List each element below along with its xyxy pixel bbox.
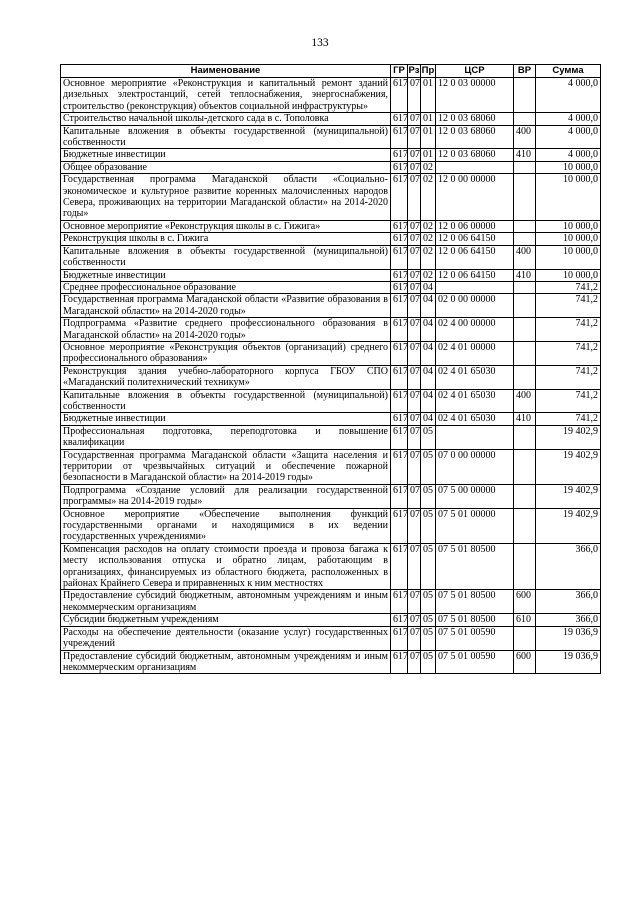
cell-csr: 07 0 00 00000 [436, 449, 514, 484]
cell-name: Капитальные вложения в объекты государственной (муниципальной) собственности [61, 125, 391, 149]
cell-rz: 07 [408, 590, 421, 614]
cell-pr: 05 [421, 650, 436, 674]
cell-sum: 10 000,0 [536, 174, 601, 221]
cell-csr: 07 5 01 80500 [436, 614, 514, 626]
cell-rz: 07 [408, 650, 421, 674]
cell-name: Среднее профессиональное образование [61, 281, 391, 293]
cell-gr: 617 [391, 125, 408, 149]
cell-pr: 01 [421, 113, 436, 125]
cell-vr [514, 113, 536, 125]
table-row [61, 174, 601, 221]
table-row [61, 425, 601, 449]
cell-gr: 617 [391, 220, 408, 232]
cell-sum: 741,2 [536, 281, 601, 293]
cell-vr [514, 78, 536, 113]
cell-vr: 600 [514, 590, 536, 614]
cell-vr [514, 449, 536, 484]
cell-rz: 07 [408, 269, 421, 281]
cell-gr: 617 [391, 318, 408, 342]
cell-pr: 02 [421, 161, 436, 173]
cell-name: Основное мероприятие «Реконструкция и капитальный ремонт зданий дизельных электростанций, сетей теплоснабжения, энергоснабжения, строительство (реконструкция) объектов социальной инфраструктуры» [61, 78, 391, 113]
cell-pr: 04 [421, 281, 436, 293]
cell-vr [514, 220, 536, 232]
cell-sum: 19 402,9 [536, 508, 601, 543]
table-row [61, 341, 601, 365]
cell-vr: 400 [514, 389, 536, 413]
cell-vr [514, 626, 536, 650]
cell-csr: 02 0 00 00000 [436, 294, 514, 318]
cell-rz: 07 [408, 281, 421, 293]
cell-csr: 02 4 01 65030 [436, 365, 514, 389]
cell-vr [514, 174, 536, 221]
cell-rz: 07 [408, 113, 421, 125]
cell-name: Реконструкция школы в с. Гижига [61, 233, 391, 245]
header-rz: Рз [408, 65, 420, 76]
cell-gr: 617 [391, 294, 408, 318]
table-row [61, 113, 601, 125]
cell-sum: 4 000,0 [536, 78, 601, 113]
cell-name: Реконструкция здания учебно-лабораторного корпуса ГБОУ СПО «Магаданский политехнический техникум» [61, 365, 391, 389]
cell-pr: 05 [421, 590, 436, 614]
cell-pr: 05 [421, 543, 436, 590]
cell-name: Подпрограмма «Развитие среднего профессионального образования в Магаданской области» на 2014-2020 годы» [61, 318, 391, 342]
cell-sum: 741,2 [536, 341, 601, 365]
cell-sum: 741,2 [536, 389, 601, 413]
cell-vr [514, 318, 536, 342]
cell-csr: 07 5 01 00000 [436, 508, 514, 543]
cell-sum: 4 000,0 [536, 125, 601, 149]
cell-pr: 04 [421, 389, 436, 413]
cell-sum: 10 000,0 [536, 233, 601, 245]
cell-pr: 02 [421, 233, 436, 245]
table-row [61, 650, 601, 674]
cell-pr: 04 [421, 365, 436, 389]
cell-rz: 07 [408, 318, 421, 342]
cell-rz: 07 [408, 484, 421, 508]
cell-sum: 10 000,0 [536, 269, 601, 281]
cell-sum: 4 000,0 [536, 149, 601, 161]
table-row [61, 449, 601, 484]
cell-name: Расходы на обеспечение деятельности (оказание услуг) государственных учреждений [61, 626, 391, 650]
cell-rz: 07 [408, 543, 421, 590]
cell-gr: 617 [391, 590, 408, 614]
cell-name: Капитальные вложения в объекты государственной (муниципальной) собственности [61, 389, 391, 413]
cell-vr: 410 [514, 269, 536, 281]
cell-pr: 04 [421, 341, 436, 365]
cell-pr: 02 [421, 220, 436, 232]
cell-sum: 10 000,0 [536, 220, 601, 232]
table-row [61, 318, 601, 342]
cell-csr: 12 0 06 64150 [436, 233, 514, 245]
cell-csr: 12 0 06 64150 [436, 269, 514, 281]
cell-rz: 07 [408, 365, 421, 389]
cell-name: Бюджетные инвестиции [61, 269, 391, 281]
cell-gr: 617 [391, 149, 408, 161]
table-row [61, 413, 601, 425]
cell-sum: 19 402,9 [536, 449, 601, 484]
cell-name: Государственная программа Магаданской области «Социально-экономическое и культурное развитие коренных малочисленных народов Севера, проживающих на территории Магаданской области» на 2014-2020 годы» [61, 174, 391, 221]
cell-vr [514, 281, 536, 293]
cell-csr: 12 0 03 68060 [436, 113, 514, 125]
cell-name: Бюджетные инвестиции [61, 413, 391, 425]
cell-pr: 01 [421, 78, 436, 113]
cell-gr: 617 [391, 449, 408, 484]
cell-csr: 12 0 03 68060 [436, 125, 514, 149]
cell-gr: 617 [391, 365, 408, 389]
cell-vr: 400 [514, 125, 536, 149]
cell-vr [514, 484, 536, 508]
cell-gr: 617 [391, 543, 408, 590]
cell-csr: 12 0 03 68060 [436, 149, 514, 161]
cell-csr: 07 5 01 00590 [436, 650, 514, 674]
cell-rz: 07 [408, 149, 421, 161]
cell-csr [436, 425, 514, 449]
cell-gr: 617 [391, 484, 408, 508]
cell-sum: 741,2 [536, 365, 601, 389]
cell-csr: 12 0 03 00000 [436, 78, 514, 113]
table-row [61, 590, 601, 614]
table-row [61, 125, 601, 149]
cell-sum: 366,0 [536, 590, 601, 614]
cell-rz: 07 [408, 626, 421, 650]
cell-sum: 741,2 [536, 294, 601, 318]
cell-gr: 617 [391, 626, 408, 650]
cell-pr: 05 [421, 508, 436, 543]
cell-csr: 12 0 00 00000 [436, 174, 514, 221]
cell-csr: 07 5 01 00590 [436, 626, 514, 650]
cell-vr: 410 [514, 149, 536, 161]
cell-rz: 07 [408, 413, 421, 425]
cell-sum: 19 402,9 [536, 484, 601, 508]
cell-vr [514, 365, 536, 389]
cell-name: Бюджетные инвестиции [61, 149, 391, 161]
table-row [61, 233, 601, 245]
cell-vr: 610 [514, 614, 536, 626]
cell-rz: 07 [408, 161, 421, 173]
cell-sum: 19 402,9 [536, 425, 601, 449]
cell-rz: 07 [408, 389, 421, 413]
cell-name: Государственная программа Магаданской области «Развитие образования в Магаданской области» на 2014-2020 годы» [61, 294, 391, 318]
cell-rz: 07 [408, 125, 421, 149]
cell-sum: 19 036,9 [536, 650, 601, 674]
cell-gr: 617 [391, 508, 408, 543]
cell-csr: 02 4 01 65030 [436, 413, 514, 425]
table-row [61, 245, 601, 269]
cell-gr: 617 [391, 174, 408, 221]
cell-sum: 366,0 [536, 614, 601, 626]
cell-vr: 410 [514, 413, 536, 425]
cell-sum: 741,2 [536, 318, 601, 342]
cell-sum: 366,0 [536, 543, 601, 590]
cell-vr [514, 425, 536, 449]
cell-pr: 01 [421, 149, 436, 161]
cell-name: Основное мероприятие «Реконструкция объектов (организаций) среднего профессионального образования» [61, 341, 391, 365]
cell-csr: 07 5 01 80500 [436, 543, 514, 590]
cell-csr: 12 0 06 00000 [436, 220, 514, 232]
cell-pr: 05 [421, 425, 436, 449]
cell-rz: 07 [408, 220, 421, 232]
cell-csr [436, 161, 514, 173]
cell-sum: 10 000,0 [536, 245, 601, 269]
cell-vr [514, 161, 536, 173]
cell-name: Предоставление субсидий бюджетным, автономным учреждениям и иным некоммерческим организациям [61, 650, 391, 674]
cell-rz: 07 [408, 78, 421, 113]
cell-sum: 741,2 [536, 413, 601, 425]
cell-vr: 600 [514, 650, 536, 674]
cell-sum: 4 000,0 [536, 113, 601, 125]
table-row [61, 281, 601, 293]
cell-name: Предоставление субсидий бюджетным, автономным учреждениям и иным некоммерческим организациям [61, 590, 391, 614]
cell-name: Основное мероприятие «Обеспечение выполнения функций государственными органами и находящимися в их ведении государственных учреждениями» [61, 508, 391, 543]
table-row [61, 626, 601, 650]
cell-pr: 04 [421, 294, 436, 318]
header-vr: ВР [514, 65, 536, 78]
table-row [61, 269, 601, 281]
cell-rz: 07 [408, 449, 421, 484]
header-gr: ГР [391, 65, 408, 78]
cell-name: Компенсация расходов на оплату стоимости проезда и провоза багажа к месту использования отпуска и обратно лицам, работающим в организациях, финансируемых из областного бюджета, расположенных в районах Крайнего Севера и приравненных к ним местностях [61, 543, 391, 590]
cell-pr: 02 [421, 174, 436, 221]
cell-vr [514, 233, 536, 245]
cell-pr: 02 [421, 245, 436, 269]
cell-csr: 02 4 01 00000 [436, 341, 514, 365]
cell-csr: 07 5 01 80500 [436, 590, 514, 614]
cell-gr: 617 [391, 281, 408, 293]
cell-rz: 07 [408, 614, 421, 626]
budget-table [60, 64, 601, 674]
cell-name: Общее образование [61, 161, 391, 173]
cell-rz: 07 [408, 508, 421, 543]
cell-pr: 05 [421, 449, 436, 484]
cell-gr: 617 [391, 650, 408, 674]
cell-csr: 07 5 00 00000 [436, 484, 514, 508]
cell-rz: 07 [408, 233, 421, 245]
cell-pr: 02 [421, 269, 436, 281]
cell-name: Подпрограмма «Создание условий для реализации государственной программы» на 2014-2019 годы» [61, 484, 391, 508]
cell-gr: 617 [391, 78, 408, 113]
cell-gr: 617 [391, 413, 408, 425]
cell-csr: 02 4 00 00000 [436, 318, 514, 342]
cell-vr: 400 [514, 245, 536, 269]
table-row [61, 149, 601, 161]
cell-gr: 617 [391, 389, 408, 413]
cell-gr: 617 [391, 425, 408, 449]
cell-name: Государственная программа Магаданской области «Защита населения и территории от чрезвычайных ситуаций и обеспечение пожарной безопасности в Магаданской области» на 2014-2019 годы» [61, 449, 391, 484]
cell-name: Профессиональная подготовка, переподготовка и повышение квалификации [61, 425, 391, 449]
cell-pr: 05 [421, 484, 436, 508]
cell-sum: 19 036,9 [536, 626, 601, 650]
cell-gr: 617 [391, 269, 408, 281]
table-row [61, 389, 601, 413]
table-row [61, 508, 601, 543]
cell-sum: 10 000,0 [536, 161, 601, 173]
cell-csr: 02 4 01 65030 [436, 389, 514, 413]
table-row [61, 365, 601, 389]
cell-name: Капитальные вложения в объекты государственной (муниципальной) собственности [61, 245, 391, 269]
header-csr: ЦСР [436, 65, 514, 78]
cell-rz: 07 [408, 245, 421, 269]
cell-name: Субсидии бюджетным учреждениям [61, 614, 391, 626]
cell-gr: 617 [391, 614, 408, 626]
cell-gr: 617 [391, 245, 408, 269]
cell-gr: 617 [391, 233, 408, 245]
header-sum: Сумма [536, 65, 601, 78]
cell-gr: 617 [391, 161, 408, 173]
cell-pr: 04 [421, 318, 436, 342]
table-row [61, 220, 601, 232]
cell-rz: 07 [408, 341, 421, 365]
table-row [61, 78, 601, 113]
table-row [61, 543, 601, 590]
cell-rz: 07 [408, 174, 421, 221]
cell-rz: 07 [408, 425, 421, 449]
cell-pr: 01 [421, 125, 436, 149]
cell-rz: 07 [408, 294, 421, 318]
cell-gr: 617 [391, 341, 408, 365]
header-pr: Пр [421, 65, 435, 76]
page-number: 133 [311, 37, 329, 49]
cell-vr [514, 508, 536, 543]
table-row [61, 484, 601, 508]
cell-pr: 05 [421, 614, 436, 626]
table-header-row [61, 65, 601, 78]
cell-csr [436, 281, 514, 293]
table-row [61, 614, 601, 626]
cell-pr: 05 [421, 626, 436, 650]
table-body [61, 78, 601, 674]
cell-vr [514, 294, 536, 318]
cell-name: Основное мероприятие «Реконструкция школы в с. Гижига» [61, 220, 391, 232]
cell-vr [514, 543, 536, 590]
header-name: Наименование [61, 65, 391, 78]
cell-vr [514, 341, 536, 365]
cell-csr: 12 0 06 64150 [436, 245, 514, 269]
cell-pr: 04 [421, 413, 436, 425]
table-row [61, 161, 601, 173]
cell-name: Строительство начальной школы-детского сада в с. Тополовка [61, 113, 391, 125]
cell-gr: 617 [391, 113, 408, 125]
table-row [61, 294, 601, 318]
